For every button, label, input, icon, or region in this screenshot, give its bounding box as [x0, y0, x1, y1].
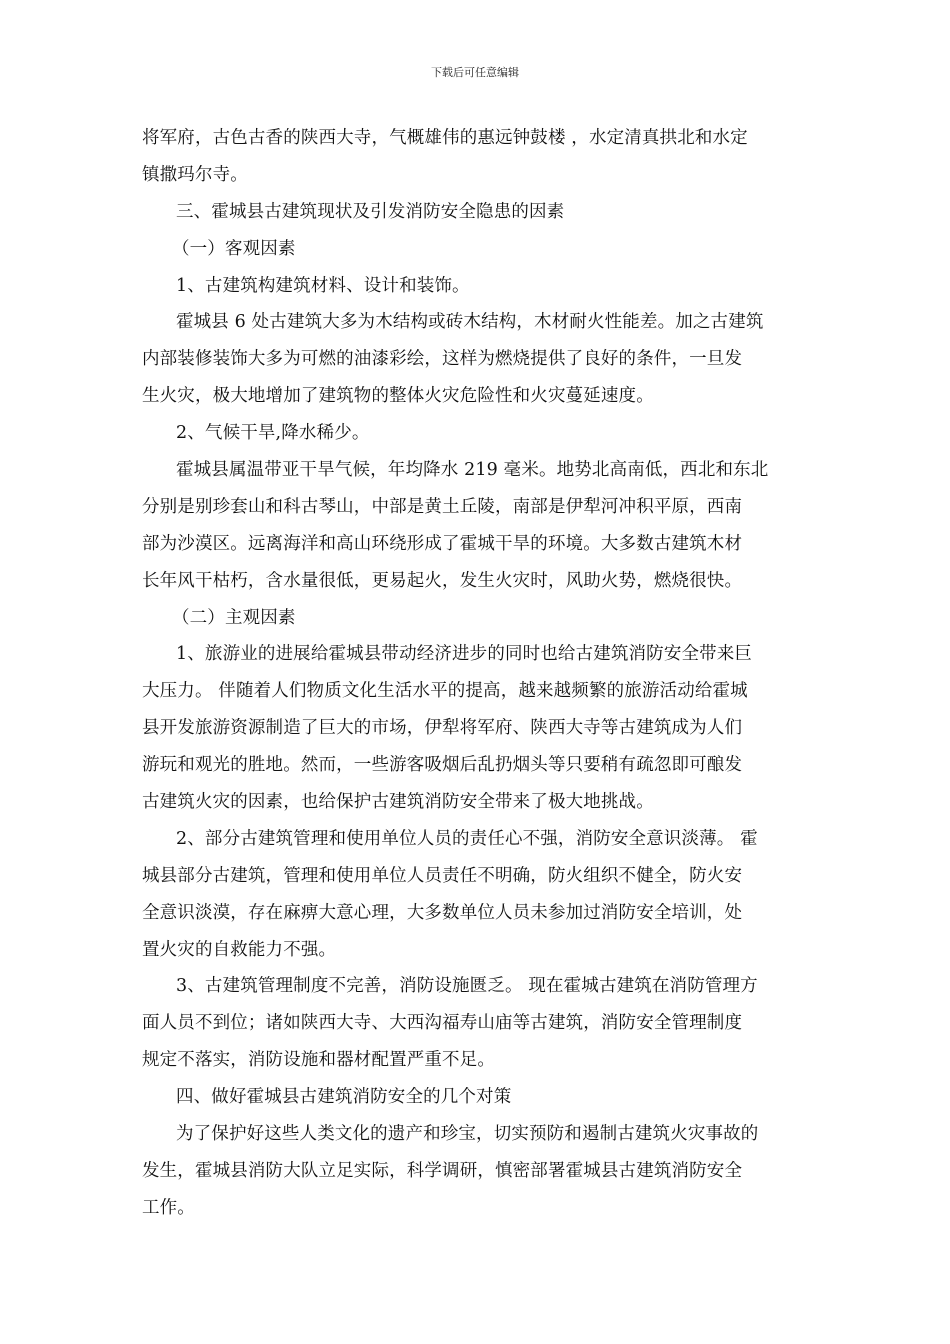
text-line: 规定不落实，消防设施和器材配置严重不足。 — [142, 1050, 495, 1071]
text-line: 为了保护好这些人类文化的遗产和珍宝，切实预防和遏制古建筑火灾事故的 — [176, 1124, 759, 1145]
text-line: 分别是别珍套山和科古琴山，中部是黄土丘陵，南部是伊犁河冲积平原，西南 — [142, 496, 743, 517]
text-line: （二）主观因素 — [172, 607, 296, 628]
text-line: 2、气候干旱,降水稀少。 — [176, 423, 370, 444]
text-line: 置火灾的自救能力不强。 — [142, 939, 337, 960]
text-line: 霍城县 6 处古建筑大多为木结构或砖木结构，木材耐火性能差。加之古建筑 — [176, 312, 764, 333]
text-line: 霍城县属温带亚干旱气候，年均降水 219 毫米。地势北高南低，西北和东北 — [176, 460, 769, 481]
text-line: 将军府，古色古香的陕西大寺，气概雄伟的惠远钟鼓楼 ，水定清真拱北和水定 — [142, 128, 748, 148]
text-line: 县开发旅游资源制造了巨大的市场，伊犁将军府、陕西大寺等古建筑成为人们 — [142, 718, 743, 739]
text-line: 3、古建筑管理制度不完善，消防设施匮乏。 现在霍城古建筑在消防管理方 — [176, 976, 758, 997]
text-line: 面人员不到位；诸如陕西大寺、大西沟福寿山庙等古建筑，消防安全管理制度 — [142, 1013, 743, 1034]
text-line: 四、做好霍城县古建筑消防安全的几个对策 — [176, 1087, 512, 1108]
text-line: 内部装修装饰大多为可燃的油漆彩绘，这样为燃烧提供了良好的条件，一旦发 — [142, 349, 743, 370]
text-line: 长年风干枯朽，含水量很低，更易起火，发生火灾时，风助火势，燃烧很快。 — [142, 570, 743, 591]
document-body — [142, 120, 810, 1227]
text-line: （一）客观因素 — [172, 238, 296, 259]
text-line: 游玩和观光的胜地。然而，一些游客吸烟后乱扔烟头等只要稍有疏忽即可酿发 — [142, 755, 743, 776]
text-line: 1、古建筑构建筑材料、设计和装饰。 — [176, 275, 470, 296]
text-line: 大压力。 伴随着人们物质文化生活水平的提高，越来越频繁的旅游活动给霍城 — [142, 681, 748, 702]
text-line: 部为沙漠区。远离海洋和高山环绕形成了霍城干旱的环境。大多数古建筑木材 — [142, 533, 743, 554]
text-line: 镇撒玛尔寺。 — [142, 164, 248, 185]
text-line: 全意识淡漠，存在麻痹大意心理，大多数单位人员未参加过消防安全培训，处 — [142, 902, 743, 923]
text-line: 三、霍城县古建筑现状及引发消防安全隐患的因素 — [176, 201, 565, 222]
text-line: 生火灾，极大地增加了建筑物的整体火灾危险性和火灾蔓延速度。 — [142, 386, 654, 407]
page-header: 下载后可任意编辑 — [431, 66, 519, 79]
text-line: 古建筑火灾的因素，也给保护古建筑消防安全带来了极大地挑战。 — [142, 792, 654, 813]
text-line: 1、旅游业的进展给霍城县带动经济进步的同时也给古建筑消防安全带来巨 — [176, 644, 753, 665]
text-line: 2、部分古建筑管理和使用单位人员的责任心不强，消防安全意识淡薄。 霍 — [176, 828, 758, 849]
text-line: 工作。 — [142, 1197, 195, 1218]
text-line: 发生，霍城县消防大队立足实际，科学调研，慎密部署霍城县古建筑消防安全 — [142, 1160, 743, 1181]
text-line: 城县部分古建筑，管理和使用单位人员责任不明确，防火组织不健全，防火安 — [142, 865, 743, 886]
